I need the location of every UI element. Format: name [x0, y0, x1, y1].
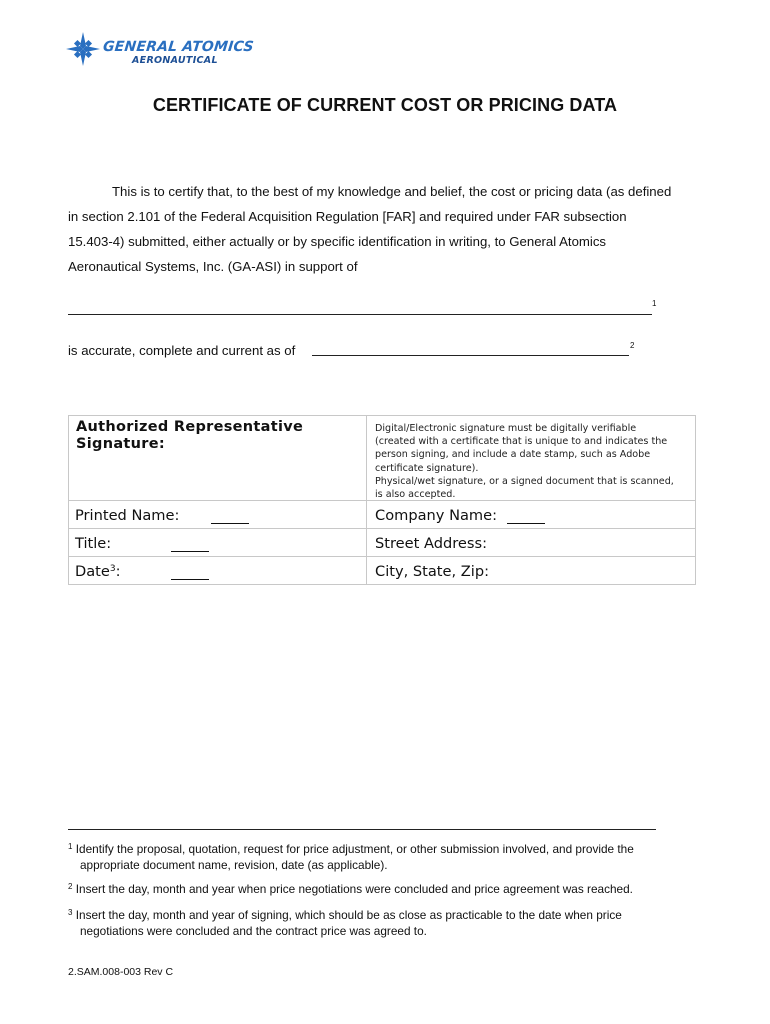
- authorized-signature-label: Authorized Representative Signature:: [76, 419, 304, 452]
- footnote-ref-1: 1: [652, 299, 657, 308]
- support-of-blank-line[interactable]: [68, 314, 652, 315]
- street-address-label: Street Address:: [375, 535, 488, 552]
- company-logo: [66, 32, 266, 68]
- footnote-text: Insert the day, month and year when price negotiations were concluded and price agreement was reached.: [75, 882, 633, 896]
- signature-note-line: Digital/Electronic signature must be digitally verifiable: [375, 423, 637, 434]
- date-label: Date: [75, 563, 110, 580]
- body-line-2: in section 2.101 of the Federal Acquisition Regulation [FAR] and required under FAR subsection: [68, 209, 627, 224]
- footnote-separator: [68, 829, 656, 830]
- signature-table: [68, 415, 696, 585]
- signature-note-line: is also accepted.: [375, 489, 456, 501]
- footnote-ref-3: 3: [109, 564, 116, 574]
- footnote-2: [68, 879, 688, 897]
- footnote-text-cont: appropriate document name, revision, date (as applicable).: [80, 858, 388, 872]
- footnote-text: Insert the day, month and year of signing, which should be as close as practicable to the date when price: [75, 908, 622, 922]
- ga-star-logo-icon: [66, 32, 100, 66]
- company-name-field: [375, 507, 497, 524]
- printed-name-field: [75, 507, 179, 524]
- footnote-text: Identify the proposal, quotation, request for price adjustment, or other submission involved, and provide the: [75, 842, 634, 856]
- company-name-blank[interactable]: [507, 509, 545, 528]
- signature-instructions: [375, 422, 693, 501]
- body-line-4: Aeronautical Systems, Inc. (GA-ASI) in support of: [68, 259, 358, 274]
- footnote-number: 2: [68, 882, 73, 891]
- body-line-1: This is to certify that, to the best of my knowledge and belief, the cost or pricing data (as defined: [112, 184, 672, 199]
- logo-name: GENERAL ATOMICS: [102, 39, 255, 55]
- signature-note-line: Physical/wet signature, or a signed document that is scanned,: [375, 475, 674, 487]
- footnote-number: 3: [68, 908, 73, 917]
- title-blank[interactable]: [171, 537, 209, 556]
- footnote-ref-2: 2: [630, 341, 635, 350]
- table-row-divider: [69, 528, 695, 529]
- table-row-divider: [69, 556, 695, 557]
- footnote-3: [68, 905, 688, 939]
- current-as-of-blank-line[interactable]: [312, 355, 629, 356]
- signature-note-line: person signing, and include a date stamp, such as Adobe: [375, 449, 651, 461]
- footnote-1: [68, 839, 688, 873]
- signature-note-line: certificate signature).: [375, 462, 479, 474]
- company-name-label: Company Name:: [375, 507, 498, 524]
- signature-note-line: (created with a certificate that is unique to and indicates the: [375, 436, 668, 448]
- document-revision-footer: 2.SAM.008-003 Rev C: [68, 966, 174, 978]
- document-title: CERTIFICATE OF CURRENT COST OR PRICING DATA: [152, 95, 618, 115]
- date-blank[interactable]: [171, 565, 209, 584]
- footnote-number: 1: [68, 842, 73, 851]
- title-label: Title:: [75, 535, 112, 552]
- date-field: [75, 563, 121, 580]
- printed-name-blank[interactable]: [211, 509, 249, 528]
- footnote-text-cont: negotiations were concluded and the contract price was agreed to.: [80, 924, 427, 938]
- printed-name-label: Printed Name:: [75, 507, 180, 524]
- city-state-zip-label: City, State, Zip:: [375, 563, 490, 580]
- logo-subname: AERONAUTICAL: [132, 55, 218, 66]
- accurate-as-of-text: is accurate, complete and current as of: [68, 343, 296, 358]
- date-colon: :: [115, 563, 121, 580]
- body-line-3: 15.403-4) submitted, either actually or by specific identification in writing, to General Atomics: [68, 234, 607, 249]
